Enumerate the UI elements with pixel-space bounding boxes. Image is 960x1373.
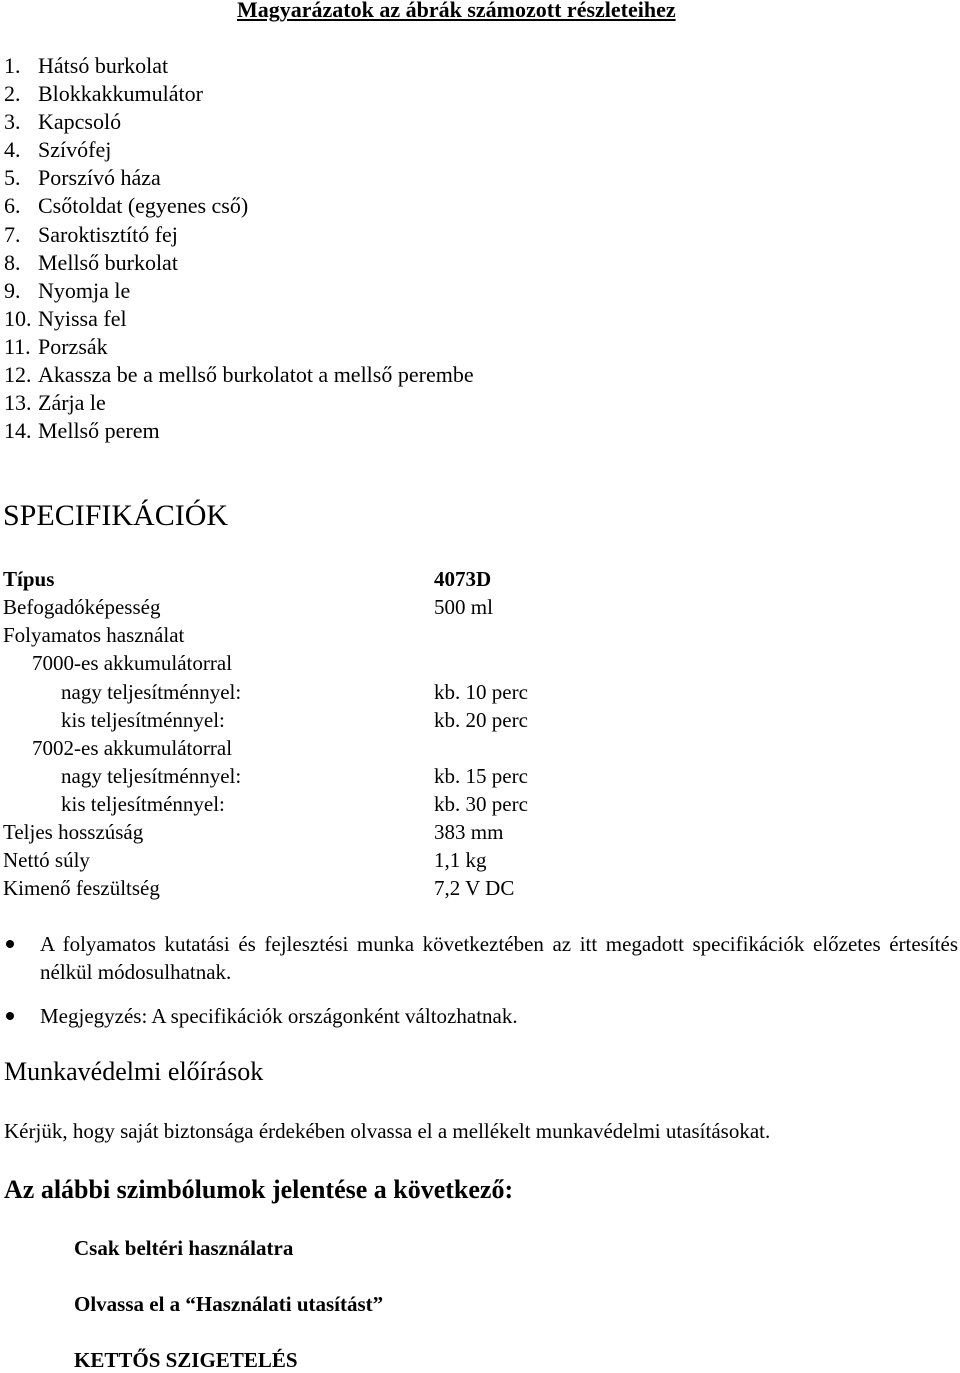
spec-value: 500 ml	[434, 595, 493, 619]
spec-label: 7000-es akkumulátorral	[32, 651, 233, 675]
item-number: 7.	[4, 221, 21, 247]
notes-list	[0, 930, 960, 1030]
item-text: Akassza be a mellső burkolatot a mellső perembe	[38, 362, 474, 388]
list-item	[4, 164, 474, 192]
spec-label: Nettó súly	[3, 848, 90, 872]
spec-label: kis teljesítménnyel:	[61, 708, 225, 732]
page-title: Magyarázatok az ábrák számozott részleteihez	[237, 0, 676, 22]
item-number: 12.	[4, 362, 32, 388]
list-item	[0, 1002, 960, 1030]
item-text: Saroktisztító fej	[38, 221, 178, 247]
list-item	[4, 305, 474, 333]
symbol-label-indoor-use: Csak beltéri használatra	[74, 1236, 294, 1260]
item-text: Blokkakkumulátor	[38, 81, 203, 107]
spec-label: 7002-es akkumulátorral	[32, 736, 233, 760]
spec-value: 1,1 kg	[434, 848, 487, 872]
item-number: 9.	[4, 277, 21, 303]
symbol-label-double-insulation: KETTŐS SZIGETELÉS	[74, 1348, 298, 1372]
parts-legend-list	[4, 52, 474, 445]
item-text: Porzsák	[38, 333, 108, 359]
item-text: Hátsó burkolat	[38, 53, 169, 78]
spec-value: 383 mm	[434, 820, 504, 844]
spec-row-capacity	[0, 593, 960, 621]
list-item	[4, 108, 474, 136]
spec-row-low-power-7000	[0, 706, 960, 734]
specifications-heading: SPECIFIKÁCIÓK	[3, 499, 229, 532]
spec-row-low-power-7002	[0, 790, 960, 818]
list-item	[4, 80, 474, 108]
list-item	[4, 333, 474, 361]
item-number: 14.	[4, 418, 32, 444]
spec-value: 7,2 V DC	[434, 876, 515, 900]
list-item	[4, 192, 474, 220]
note-text: Megjegyzés: A specifikációk országonként változhatnak.	[40, 1004, 518, 1028]
spec-row-continuous-use	[0, 621, 960, 649]
item-text: Mellső perem	[38, 418, 160, 444]
item-text: Mellső burkolat	[38, 249, 178, 275]
item-number: 11.	[4, 333, 31, 359]
spec-row-length	[0, 818, 960, 846]
item-text: Nyomja le	[38, 277, 131, 303]
spec-label: nagy teljesítménnyel:	[61, 764, 242, 788]
safety-heading: Munkavédelmi előírások	[4, 1057, 264, 1086]
spec-label: nagy teljesítménnyel:	[61, 680, 242, 704]
spec-row-high-power-7000	[0, 678, 960, 706]
list-item	[4, 221, 474, 249]
item-number: 6.	[4, 193, 21, 219]
list-item	[0, 930, 960, 986]
spec-value: kb. 10 perc	[434, 680, 528, 704]
list-item	[4, 249, 474, 277]
item-number: 2.	[4, 81, 21, 107]
symbol-label-read-manual: Olvassa el a “Használati utasítást”	[74, 1292, 384, 1316]
spec-value: kb. 30 perc	[434, 792, 528, 816]
item-number: 4.	[4, 137, 21, 163]
spec-value: 4073D	[434, 567, 492, 591]
spec-row-high-power-7002	[0, 762, 960, 790]
spec-label: Kimenő feszültség	[3, 876, 160, 900]
spec-label: Folyamatos használat	[3, 623, 185, 647]
item-text: Szívófej	[38, 137, 112, 163]
item-number: 3.	[4, 109, 21, 135]
safety-text: Kérjük, hogy saját biztonsága érdekében olvassa el a mellékelt munkavédelmi utasításokat.	[4, 1119, 771, 1143]
item-number: 10.	[4, 305, 32, 331]
item-number: 5.	[4, 165, 21, 191]
spec-value: kb. 20 perc	[434, 708, 528, 732]
spec-row-type	[0, 565, 960, 593]
spec-label: kis teljesítménnyel:	[61, 792, 225, 816]
bullet-icon	[6, 1012, 14, 1020]
bullet-icon	[6, 940, 14, 948]
spec-label: Típus	[3, 567, 55, 591]
item-number: 1.	[4, 53, 21, 78]
item-number: 8.	[4, 249, 21, 275]
note-text: A folyamatos kutatási és fejlesztési munka következtében az itt megadott specifikációk előzetes értesítés nélkül módosulhatnak.	[40, 932, 958, 984]
item-text: Porszívó háza	[38, 165, 161, 191]
item-text: Nyissa fel	[38, 305, 127, 331]
spec-label: Teljes hosszúság	[3, 820, 144, 844]
spec-row-battery-7002	[0, 734, 960, 762]
list-item	[4, 52, 474, 80]
spec-row-battery-7000	[0, 649, 960, 677]
list-item	[4, 417, 474, 445]
spec-row-weight	[0, 846, 960, 874]
spec-row-voltage	[0, 874, 960, 902]
symbols-heading: Az alábbi szimbólumok jelentése a következő:	[4, 1175, 514, 1204]
item-text: Kapcsoló	[38, 109, 122, 135]
list-item	[4, 389, 474, 417]
spec-value: kb. 15 perc	[434, 764, 528, 788]
item-text: Zárja le	[38, 390, 106, 416]
list-item	[4, 277, 474, 305]
item-number: 13.	[4, 390, 32, 416]
list-item	[4, 136, 474, 164]
list-item	[4, 361, 474, 389]
item-text: Csőtoldat (egyenes cső)	[38, 193, 249, 219]
spec-label: Befogadóképesség	[3, 595, 161, 619]
